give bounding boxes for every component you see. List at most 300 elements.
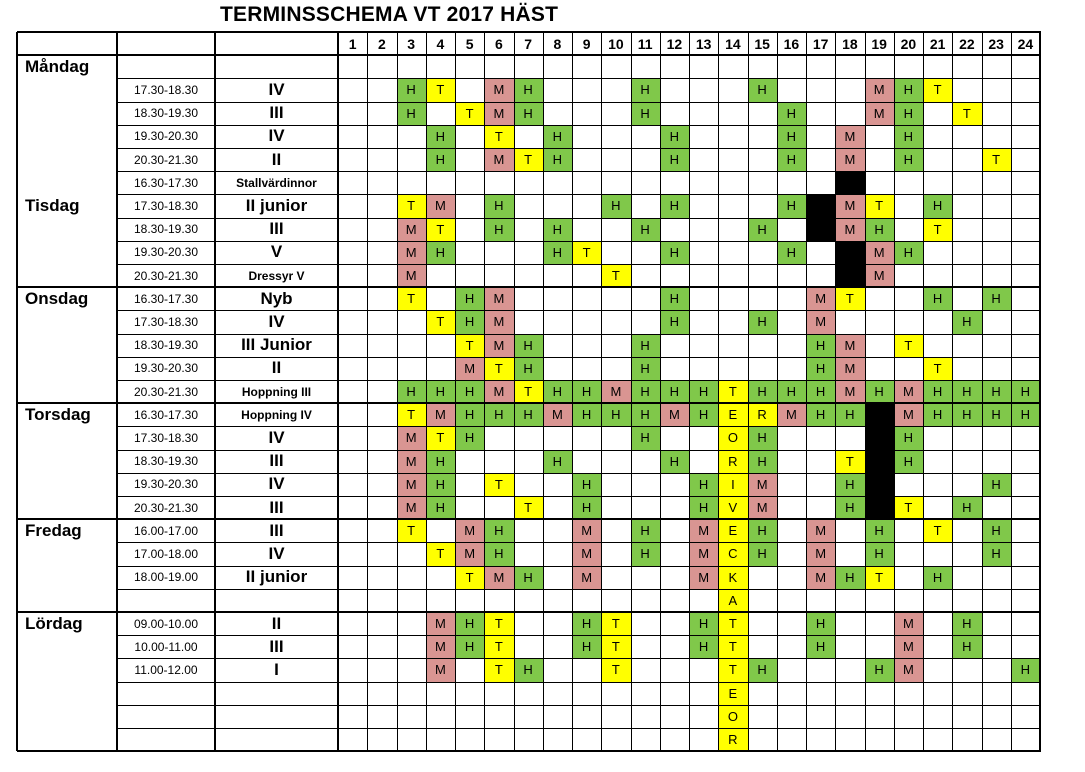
- group-label: II: [271, 358, 282, 378]
- schedule-cell: H: [543, 148, 572, 171]
- schedule-cell: T: [718, 612, 747, 635]
- schedule-cell: M: [689, 542, 718, 565]
- schedule-cell: H: [631, 542, 660, 565]
- schedule-cell: M: [806, 566, 835, 589]
- schedule-cell: H: [952, 635, 981, 658]
- schedule-cell: H: [631, 218, 660, 241]
- schedule-cell: H: [572, 496, 601, 519]
- schedule-cell: H: [894, 241, 923, 264]
- schedule-cell: H: [631, 357, 660, 380]
- schedule-cell: H: [982, 473, 1011, 496]
- schedule-cell: H: [748, 658, 777, 681]
- grid-line: [455, 32, 456, 751]
- time-slot: 16.30-17.30: [133, 291, 199, 306]
- blocked-cell: [865, 450, 894, 473]
- grid-line: [117, 334, 1041, 335]
- grid-line: [117, 102, 1041, 103]
- schedule-cell: M: [748, 496, 777, 519]
- time-slot: 19.30-20.30: [133, 245, 199, 260]
- schedule-cell: H: [689, 635, 718, 658]
- grid-line: [17, 402, 1041, 404]
- schedule-cell: T: [426, 218, 455, 241]
- schedule-cell: H: [748, 78, 777, 101]
- schedule-cell: T: [718, 380, 747, 403]
- grid-line: [923, 32, 924, 751]
- schedule-cell: H: [484, 194, 513, 217]
- schedule-cell: H: [777, 148, 806, 171]
- schedule-cell: M: [660, 403, 689, 426]
- schedule-cell: H: [689, 403, 718, 426]
- schedule-cell: T: [514, 496, 543, 519]
- schedule-cell: H: [543, 380, 572, 403]
- time-slot: 20.30-21.30: [133, 268, 199, 283]
- schedule-cell: M: [806, 287, 835, 310]
- schedule-cell: M: [748, 473, 777, 496]
- group-label: Hoppning IV: [241, 407, 312, 422]
- schedule-cell: H: [455, 612, 484, 635]
- schedule-cell: M: [601, 380, 630, 403]
- schedule-cell: H: [894, 148, 923, 171]
- grid-line: [117, 218, 1041, 219]
- schedule-cell: H: [455, 380, 484, 403]
- week-number: 1: [348, 35, 357, 52]
- schedule-cell: H: [894, 450, 923, 473]
- schedule-cell: H: [952, 496, 981, 519]
- schedule-cell: H: [923, 403, 952, 426]
- schedule-cell: M: [835, 334, 864, 357]
- schedule-cell: H: [543, 450, 572, 473]
- schedule-cell: M: [455, 519, 484, 542]
- schedule-cell: M: [572, 542, 601, 565]
- grid-line: [631, 32, 632, 751]
- grid-line: [894, 32, 895, 751]
- schedule-cell: H: [426, 241, 455, 264]
- schedule-cell: H: [660, 380, 689, 403]
- schedule-cell: H: [601, 403, 630, 426]
- schedule-cell: H: [397, 78, 426, 101]
- schedule-cell: M: [397, 450, 426, 473]
- schedule-cell: H: [514, 78, 543, 101]
- week-number: 22: [959, 35, 975, 52]
- schedule-cell: H: [806, 403, 835, 426]
- week-number: 15: [754, 35, 770, 52]
- grid-line: [1039, 32, 1041, 751]
- schedule-cell: M: [426, 658, 455, 681]
- schedule-cell: T: [894, 496, 923, 519]
- schedule-cell: M: [426, 194, 455, 217]
- group-label: II junior: [245, 195, 308, 215]
- time-slot: 20.30-21.30: [133, 500, 199, 515]
- schedule-cell: M: [426, 635, 455, 658]
- schedule-cell: H: [631, 334, 660, 357]
- schedule-cell: H: [1011, 403, 1040, 426]
- week-number: 18: [842, 35, 858, 52]
- grid-line: [117, 380, 1041, 381]
- time-slot: 18.30-19.30: [133, 106, 199, 121]
- schedule-cell: T: [514, 380, 543, 403]
- schedule-cell: H: [865, 380, 894, 403]
- group-label: IV: [268, 79, 285, 99]
- schedule-cell: H: [572, 403, 601, 426]
- schedule-cell: O: [718, 705, 747, 728]
- group-label: Stallvärdinnor: [236, 175, 317, 190]
- schedule-cell: H: [894, 426, 923, 449]
- schedule-cell: T: [601, 635, 630, 658]
- week-number: 12: [666, 35, 683, 52]
- schedule-cell: T: [455, 334, 484, 357]
- schedule-cell: T: [923, 519, 952, 542]
- group-label: IV: [268, 427, 285, 447]
- grid-line: [117, 542, 1041, 543]
- grid-line: [397, 32, 398, 751]
- schedule-cell: H: [455, 287, 484, 310]
- schedule-cell: M: [426, 612, 455, 635]
- schedule-cell: T: [601, 612, 630, 635]
- schedule-cell: M: [806, 519, 835, 542]
- schedule-cell: H: [426, 496, 455, 519]
- schedule-cell: H: [572, 380, 601, 403]
- schedule-cell: T: [514, 148, 543, 171]
- schedule-cell: M: [455, 357, 484, 380]
- grid-line: [835, 32, 836, 751]
- grid-line: [17, 31, 1041, 33]
- grid-line: [952, 32, 953, 751]
- week-number: 4: [436, 35, 445, 52]
- schedule-cell: M: [806, 542, 835, 565]
- grid-line: [806, 32, 807, 751]
- schedule-cell: H: [865, 542, 894, 565]
- group-label: III: [269, 497, 284, 517]
- schedule-cell: T: [426, 542, 455, 565]
- time-slot: 17.30-18.30: [133, 430, 199, 445]
- week-number: 10: [608, 35, 624, 52]
- schedule-cell: H: [748, 218, 777, 241]
- schedule-cell: H: [660, 310, 689, 333]
- blocked-cell: [806, 194, 835, 217]
- week-number: 23: [988, 35, 1004, 52]
- week-number: 17: [812, 35, 829, 52]
- group-label: I: [274, 659, 279, 679]
- blocked-cell: [865, 426, 894, 449]
- grid-line: [777, 32, 778, 751]
- blocked-cell: [865, 496, 894, 519]
- grid-line: [116, 32, 118, 751]
- schedule-cell: H: [426, 125, 455, 148]
- schedule-cell: H: [894, 102, 923, 125]
- group-label: IV: [268, 543, 285, 563]
- blocked-cell: [865, 473, 894, 496]
- group-label: III: [269, 520, 284, 540]
- schedule-cell: H: [923, 287, 952, 310]
- week-number: 3: [407, 35, 416, 52]
- grid-line: [982, 32, 983, 751]
- schedule-cell: H: [952, 310, 981, 333]
- schedule-cell: T: [484, 612, 513, 635]
- schedule-cell: H: [484, 519, 513, 542]
- schedule-cell: H: [865, 218, 894, 241]
- schedule-cell: M: [894, 403, 923, 426]
- time-slot: 19.30-20.30: [133, 129, 199, 144]
- time-slot: 19.30-20.30: [133, 361, 199, 376]
- group-label: III: [269, 451, 284, 471]
- schedule-cell: H: [660, 287, 689, 310]
- schedule-cell: T: [835, 287, 864, 310]
- schedule-cell: T: [455, 102, 484, 125]
- time-slot: 09.00-10.00: [133, 616, 199, 631]
- group-label: II junior: [245, 567, 308, 587]
- schedule-cell: H: [777, 125, 806, 148]
- schedule-cell: H: [952, 380, 981, 403]
- schedule-cell: H: [514, 102, 543, 125]
- grid-line: [117, 658, 1041, 659]
- grid-line: [117, 589, 1041, 590]
- schedule-cell: T: [865, 566, 894, 589]
- grid-line: [748, 32, 749, 751]
- schedule-cell: H: [894, 78, 923, 101]
- schedule-cell: H: [894, 125, 923, 148]
- schedule-cell: O: [718, 426, 747, 449]
- schedule-cell: R: [718, 450, 747, 473]
- schedule-cell: H: [1011, 658, 1040, 681]
- schedule-cell: H: [426, 380, 455, 403]
- schedule-cell: H: [689, 473, 718, 496]
- time-slot: 18.30-19.30: [133, 454, 199, 469]
- schedule-cell: T: [484, 658, 513, 681]
- schedule-cell: T: [397, 519, 426, 542]
- week-number: 8: [553, 35, 562, 52]
- schedule-cell: H: [484, 403, 513, 426]
- schedule-cell: T: [601, 658, 630, 681]
- time-slot: 16.30-17.30: [133, 175, 199, 190]
- schedule-cell: T: [572, 241, 601, 264]
- group-label: III: [269, 219, 284, 239]
- schedule-cell: M: [543, 403, 572, 426]
- schedule-cell: H: [631, 102, 660, 125]
- schedule-cell: M: [426, 403, 455, 426]
- time-slot: 10.00-11.00: [134, 639, 198, 654]
- schedule-cell: H: [514, 403, 543, 426]
- schedule-cell: T: [484, 125, 513, 148]
- schedule-cell: M: [484, 310, 513, 333]
- grid-line: [117, 635, 1041, 636]
- grid-line: [865, 32, 866, 751]
- grid-line: [117, 450, 1041, 451]
- grid-line: [117, 357, 1041, 358]
- group-label: V: [270, 242, 283, 262]
- group-label: Hoppning III: [241, 384, 312, 399]
- schedule-cell: M: [484, 148, 513, 171]
- schedule-cell: H: [982, 542, 1011, 565]
- schedule-cell: M: [572, 566, 601, 589]
- schedule-cell: H: [777, 194, 806, 217]
- grid-line: [117, 473, 1041, 474]
- schedule-cell: T: [601, 264, 630, 287]
- schedule-cell: K: [718, 566, 747, 589]
- schedule-cell: E: [718, 682, 747, 705]
- schedule-cell: M: [397, 496, 426, 519]
- schedule-cell: M: [397, 264, 426, 287]
- schedule-cell: H: [631, 403, 660, 426]
- group-label: IV: [268, 126, 285, 146]
- schedule-cell: M: [835, 357, 864, 380]
- grid-line: [1011, 32, 1012, 751]
- schedule-cell: T: [484, 473, 513, 496]
- schedule-cell: H: [397, 102, 426, 125]
- grid-line: [117, 194, 1041, 195]
- time-slot: 16.30-17.30: [133, 407, 199, 422]
- schedule-cell: M: [689, 519, 718, 542]
- schedule-cell: H: [455, 403, 484, 426]
- grid-line: [117, 705, 1041, 706]
- schedule-cell: H: [426, 473, 455, 496]
- schedule-cell: M: [865, 78, 894, 101]
- group-label: III Junior: [241, 335, 312, 355]
- schedule-cell: T: [718, 658, 747, 681]
- time-slot: 16.00-17.00: [133, 523, 199, 538]
- schedule-cell: H: [835, 566, 864, 589]
- grid-line: [484, 32, 485, 751]
- schedule-cell: H: [982, 519, 1011, 542]
- schedule-cell: H: [923, 194, 952, 217]
- schedule-cell: M: [806, 310, 835, 333]
- grid-line: [214, 32, 216, 751]
- schedule-cell: T: [426, 310, 455, 333]
- schedule-cell: M: [455, 542, 484, 565]
- week-number: 19: [871, 35, 887, 52]
- schedule-cell: H: [426, 148, 455, 171]
- schedule-cell: H: [660, 241, 689, 264]
- grid-line: [689, 32, 690, 751]
- grid-line: [718, 32, 719, 751]
- schedule-cell: H: [426, 450, 455, 473]
- schedule-cell: M: [484, 380, 513, 403]
- schedule-cell: H: [806, 612, 835, 635]
- schedule-cell: T: [923, 357, 952, 380]
- group-label: IV: [268, 474, 285, 494]
- schedule-cell: H: [514, 658, 543, 681]
- day-label: Lördag: [25, 613, 83, 633]
- group-label: II: [271, 613, 282, 633]
- schedule-cell: T: [923, 78, 952, 101]
- grid-line: [17, 286, 1041, 288]
- schedule-cell: H: [806, 357, 835, 380]
- schedule-cell: M: [397, 473, 426, 496]
- schedule-cell: E: [718, 403, 747, 426]
- schedule-cell: T: [484, 635, 513, 658]
- schedule-cell: T: [397, 287, 426, 310]
- schedule-cell: H: [865, 519, 894, 542]
- schedule-cell: T: [455, 566, 484, 589]
- grid-line: [117, 496, 1041, 497]
- schedule-cell: M: [894, 380, 923, 403]
- schedule-cell: H: [514, 566, 543, 589]
- schedule-cell: H: [572, 635, 601, 658]
- schedule-cell: M: [484, 287, 513, 310]
- schedule-cell: H: [660, 125, 689, 148]
- grid-line: [117, 728, 1041, 729]
- week-number: 11: [637, 35, 653, 52]
- schedule-cell: R: [748, 403, 777, 426]
- grid-line: [17, 611, 1041, 613]
- group-label: II: [271, 149, 282, 169]
- schedule-cell: H: [982, 287, 1011, 310]
- grid-line: [117, 566, 1041, 567]
- schedule-cell: H: [865, 658, 894, 681]
- schedule-cell: H: [923, 566, 952, 589]
- blocked-cell: [835, 264, 864, 287]
- schedule-cell: C: [718, 542, 747, 565]
- schedule-cell: M: [835, 148, 864, 171]
- schedule-cell: T: [982, 148, 1011, 171]
- schedule-cell: H: [689, 612, 718, 635]
- schedule-cell: H: [982, 380, 1011, 403]
- schedule-cell: T: [835, 450, 864, 473]
- schedule-cell: H: [835, 403, 864, 426]
- schedule-cell: H: [631, 78, 660, 101]
- schedule-cell: E: [718, 519, 747, 542]
- schedule-cell: H: [455, 426, 484, 449]
- week-number: 5: [465, 35, 474, 52]
- schedule-cell: M: [865, 241, 894, 264]
- schedule-cell: H: [748, 426, 777, 449]
- grid-line: [117, 241, 1041, 242]
- blocked-cell: [865, 403, 894, 426]
- schedule-cell: H: [631, 519, 660, 542]
- schedule-cell: H: [543, 241, 572, 264]
- schedule-cell: H: [455, 635, 484, 658]
- schedule-cell: H: [660, 450, 689, 473]
- time-slot: 17.30-18.30: [133, 82, 199, 97]
- schedule-cell: H: [572, 473, 601, 496]
- group-label: III: [269, 103, 284, 123]
- schedule-cell: H: [514, 334, 543, 357]
- schedule-cell: H: [982, 403, 1011, 426]
- grid-line: [117, 125, 1041, 126]
- schedule-cell: H: [543, 218, 572, 241]
- page-title: TERMINSSCHEMA VT 2017 HÄST: [220, 3, 559, 26]
- schedule-cell: M: [894, 658, 923, 681]
- schedule-cell: H: [514, 357, 543, 380]
- grid-line: [17, 54, 1041, 56]
- schedule-cell: R: [718, 728, 747, 751]
- week-number: 16: [783, 35, 800, 52]
- grid-line: [572, 32, 573, 751]
- schedule-cell: M: [484, 102, 513, 125]
- time-slot: 11.00-12.00: [134, 662, 198, 677]
- day-label: Fredag: [25, 520, 82, 540]
- week-number: 14: [725, 35, 741, 52]
- group-label: III: [269, 636, 284, 656]
- time-slot: 17.30-18.30: [133, 314, 199, 329]
- blocked-cell: [835, 241, 864, 264]
- schedule-cell: T: [426, 78, 455, 101]
- schedule-cell: M: [397, 241, 426, 264]
- grid-line: [117, 426, 1041, 427]
- schedule-cell: M: [689, 566, 718, 589]
- schedule-cell: H: [777, 380, 806, 403]
- schedule-cell: H: [835, 473, 864, 496]
- grid-line: [17, 750, 1041, 752]
- schedule-cell: M: [484, 566, 513, 589]
- schedule-cell: M: [397, 218, 426, 241]
- blocked-cell: [806, 218, 835, 241]
- grid-line: [117, 171, 1041, 172]
- week-number: 24: [1017, 35, 1034, 52]
- schedule-cell: H: [777, 102, 806, 125]
- schedule-cell: H: [952, 612, 981, 635]
- week-number: 6: [494, 35, 503, 52]
- schedule-cell: M: [835, 125, 864, 148]
